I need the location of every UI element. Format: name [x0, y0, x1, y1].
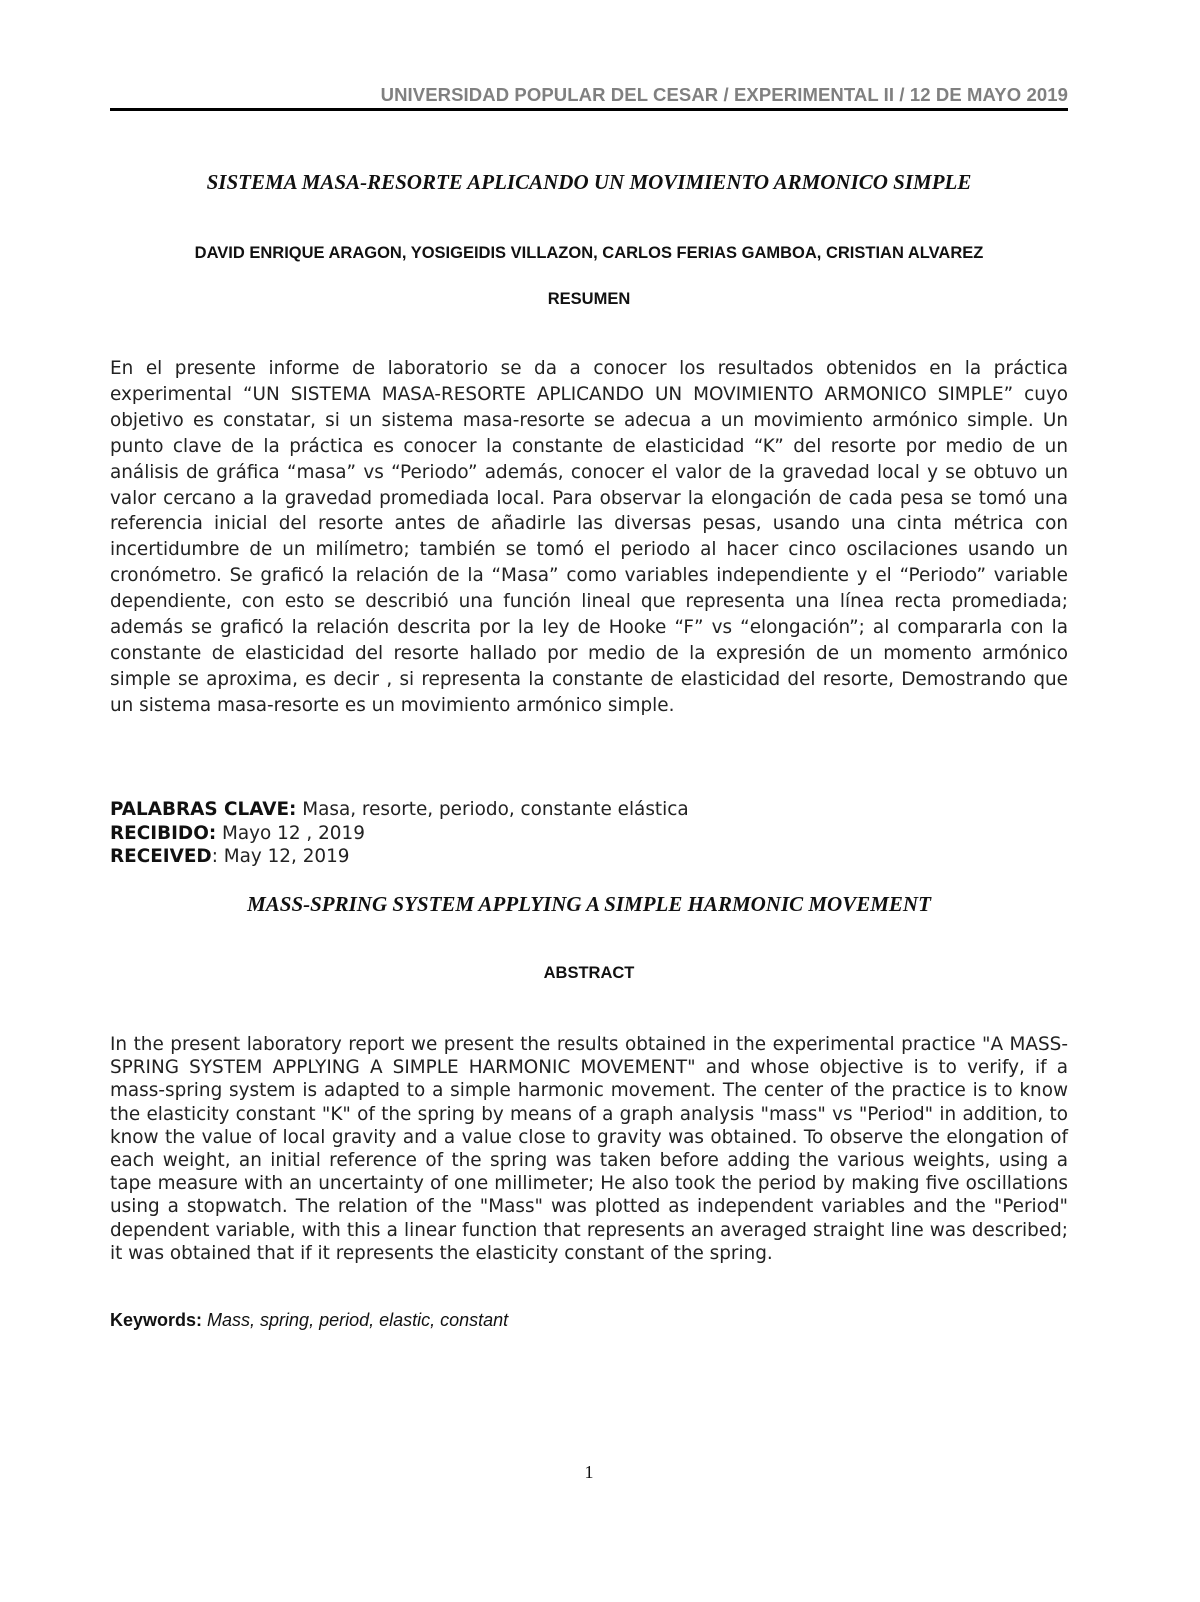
palabras-clave-label: PALABRAS CLAVE:	[110, 799, 297, 820]
recibido-line	[110, 822, 1068, 846]
abstract-paragraph: In the present laboratory report we present the results obtained in the experimental practice "A MASS-SPRING SYSTEM APPLYING A SIMPLE HARMONIC MOVEMENT" and whose objective is to verify, if a mass-spring system is adapted to a simple harmonic movement. The center of the practice is to know the elasticity constant "K" of the spring by means of a graph analysis "mass" vs "Period" in addition, to know the value of local gravity and a value close to gravity was obtained. To observe the elongation of each weight, an initial reference of the spring was taken before adding the various weights, using a tape measure with an uncertainty of one millimeter; He also took the period by making five oscillations using a stopwatch. The relation of the "Mass" was plotted as independent variables and the "Period" dependent variable, with this a linear function that represents an averaged straight line was described; it was obtained that if it represents the elasticity constant of the spring.	[110, 1034, 1068, 1264]
keywords-value: Mass, spring, period, elastic, constant	[202, 1310, 509, 1330]
palabras-clave-value: Masa, resorte, periodo, constante elástica	[296, 799, 689, 820]
abstract-heading: ABSTRACT	[543, 964, 635, 982]
keywords-line	[110, 1310, 1068, 1331]
keywords-label: Keywords:	[110, 1310, 203, 1330]
resumen-paragraph: En el presente informe de laboratorio se da a conocer los resultados obtenidos en la práctica experimental “UN SISTEMA MASA-RESORTE APLICANDO UN MOVIMIENTO ARMONICO SIMPLE” cuyo objetivo es constatar, si un sistema masa-resorte se adecua a un movimiento armónico simple. Un punto clave de la práctica es conocer la constante de elasticidad “K” del resorte por medio de un análisis de gráfica “masa” vs “Periodo” además, conocer el valor de la gravedad local y se obtuvo un valor cercano a la gravedad promediada local. Para observar la elongación de cada pesa se tomó una referencia inicial del resorte antes de añadirle las diversas pesas, usando una cinta métrica con incertidumbre de un milímetro; también se tomó el periodo al hacer cinco oscilaciones usando un cronómetro. Se graficó la relación de la “Masa” como variables independiente y el “Periodo” variable dependiente, con esto se describió una función lineal que representa una línea recta promediada; además se graficó la relación descrita por la ley de Hooke “F” vs “elongación”; al compararla con la constante de elasticidad del resorte hallado por medio de la expresión de un momento armónico simple se aproxima, es decir , si representa la constante de elasticidad del resorte, Demostrando que un sistema masa-resorte es un movimiento armónico simple.	[110, 358, 1068, 716]
palabras-clave-line	[110, 798, 1068, 822]
metadata-block	[110, 798, 1068, 869]
resumen-heading: RESUMEN	[547, 290, 631, 308]
page-number: 1	[584, 1462, 594, 1482]
paper-title-en: MASS-SPRING SYSTEM APPLYING A SIMPLE HARMONIC MOVEMENT	[247, 892, 931, 916]
received-line	[110, 845, 1068, 869]
running-head: UNIVERSIDAD POPULAR DEL CESAR / EXPERIMENTAL II / 12 DE MAYO 2019	[380, 84, 1068, 105]
recibido-value: Mayo 12 , 2019	[216, 822, 365, 844]
header-rule	[110, 108, 1068, 111]
author-list: DAVID ENRIQUE ARAGON, YOSIGEIDIS VILLAZON, CARLOS FERIAS GAMBOA, CRISTIAN ALVAREZ	[194, 244, 984, 262]
received-value: : May 12, 2019	[211, 846, 350, 867]
paper-title-es: SISTEMA MASA-RESORTE APLICANDO UN MOVIMIENTO ARMONICO SIMPLE	[206, 170, 972, 194]
recibido-label: RECIBIDO:	[110, 822, 217, 844]
received-label: RECEIVED	[110, 846, 212, 867]
